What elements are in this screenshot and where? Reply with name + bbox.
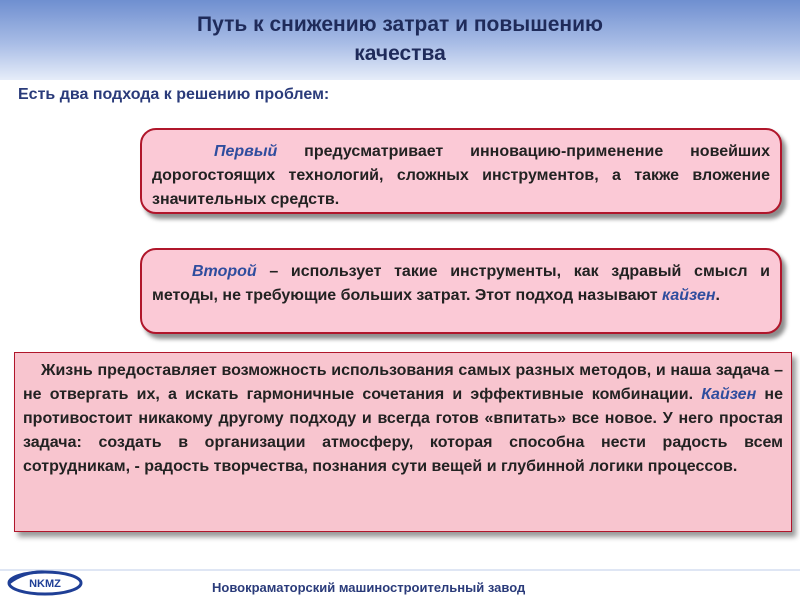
approach-second-box — [140, 248, 782, 334]
summary-kaizen-term: Кайзен — [701, 386, 757, 403]
footer-divider — [0, 569, 800, 571]
approach-second-end: . — [715, 287, 720, 304]
summary-part2: не противостоит никакому другому подходу и всегда готов «впитать» все новое. У него простая задача: создать в организации атмосферу, которая способна нести радость всем сотрудникам, - радость творчества, познания сути вещей и глубинной логики процессов. — [23, 386, 783, 475]
page-title — [0, 10, 800, 68]
approach-first-box — [140, 128, 782, 214]
summary-box — [14, 352, 792, 532]
intro-text: Есть два подхода к решению проблем: — [18, 86, 330, 103]
title-line-1: Путь к снижению затрат и повышению — [197, 13, 603, 36]
approach-first-keyword: Первый — [214, 143, 278, 160]
approach-second-keyword: Второй — [192, 263, 257, 280]
summary-part1: Жизнь предоставляет возможность использования самых разных методов, и наша задача – не отвергать их, а искать гармоничные сочетания и эффективные комбинации. — [23, 362, 783, 403]
title-line-2: качества — [354, 42, 446, 65]
logo-text: NKMZ — [29, 578, 61, 590]
company-name: Новокраматорский машиностроительный завод — [212, 580, 526, 595]
nkmz-logo — [5, 568, 87, 598]
kaizen-term: кайзен — [662, 287, 716, 304]
approach-first-text: предусматривает инновацию-применение новейших дорогостоящих технологий, сложных инструментов, а также вложение значительных средств. — [152, 143, 770, 208]
approach-second-text: – использует такие инструменты, как здравый смысл и методы, не требующие больших затрат. Этот подход называют — [152, 263, 770, 304]
